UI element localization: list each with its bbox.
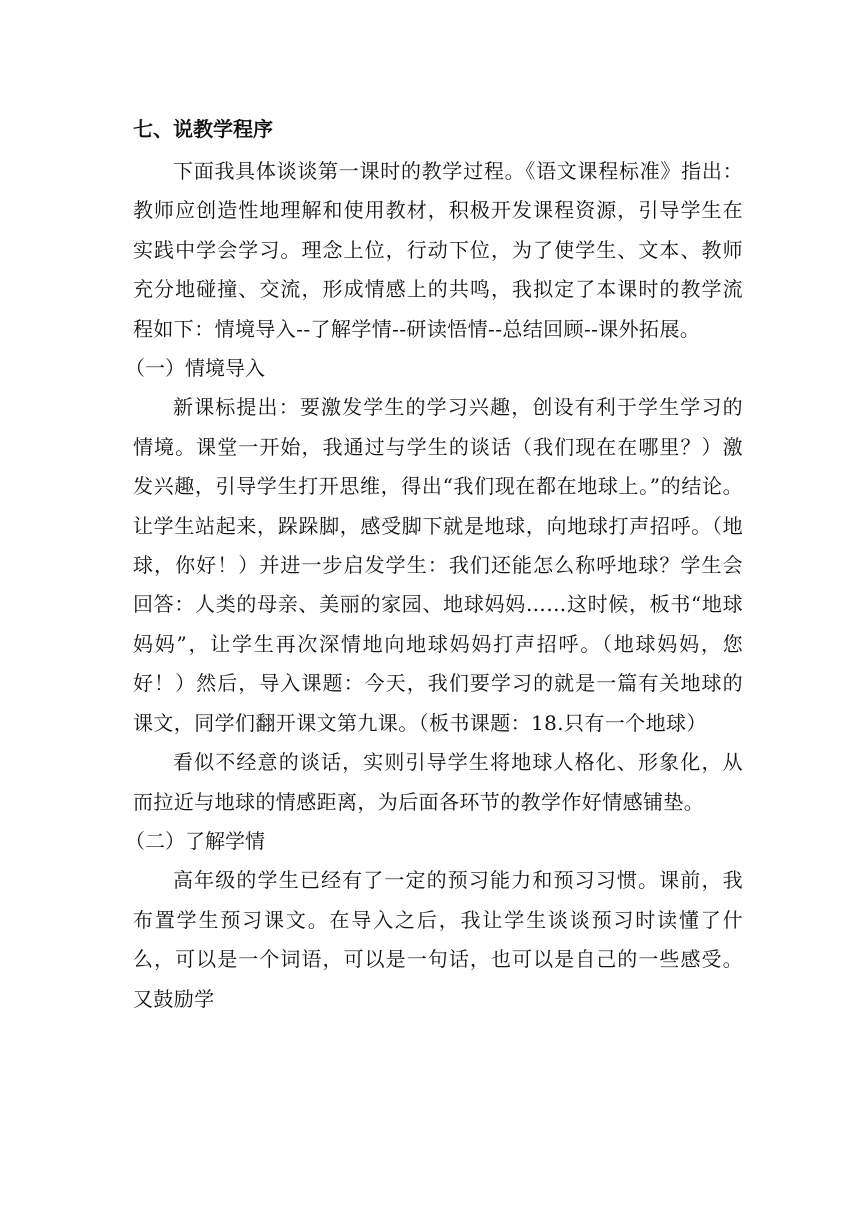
document-body xyxy=(125,112,743,1019)
learning-status-paragraph: 高年级的学生已经有了一定的预习能力和预习习惯。课前，我布置学生预习课文。在导入之后，我让学生谈谈预习时读懂了什么，可以是一个词语，可以是一句话，也可以是自己的一些感受。又鼓励学 xyxy=(133,868,743,1011)
subsection-title-situation-intro: （一）情境导入 xyxy=(125,356,265,381)
situation-paragraph-1: 新课标提出：要激发学生的学习兴趣，创设有利于学生学习的情境。课堂一开始，我通过与学生的谈话（我们现在在哪里？）激发兴趣，引导学生打开思维，得出“我们现在都在地球上。”的结论。让学生站起来，跺跺脚，感受脚下就是地球，向地球打声招呼。（地球，你好！）并进一步启发学生：我们还能怎么称呼地球？学生会回答：人类的母亲、美丽的家园、地球妈妈……这时候，板书“地球妈妈”，让学生再次深情地向地球妈妈打声招呼。（地球妈妈，您好！）然后，导入课题：今天，我们要学习的就是一篇有关地球的课文，同学们翻开课文第九课。（板书课题：18.只有一个地球） xyxy=(133,395,743,735)
intro-paragraph: 下面我具体谈谈第一课时的教学过程。《语文课程标准》指出：教师应创造性地理解和使用教材，积极开发课程资源，引导学生在实践中学会学习。理念上位，行动下位，为了使学生、文本、教师充分地碰撞、交流，形成情感上的共鸣，我拟定了本课时的教学流程如下：情境导入--了解学情--研读悟情--总结回顾--课外拓展。 xyxy=(133,159,743,341)
section-heading: 七、说教学程序 xyxy=(133,117,273,141)
subsection-title-learning-status: （二）了解学情 xyxy=(125,828,265,853)
situation-paragraph-2: 看似不经意的谈话，实则引导学生将地球人格化、形象化，从而拉近与地球的情感距离，为后面各环节的教学作好情感铺垫。 xyxy=(133,750,743,814)
